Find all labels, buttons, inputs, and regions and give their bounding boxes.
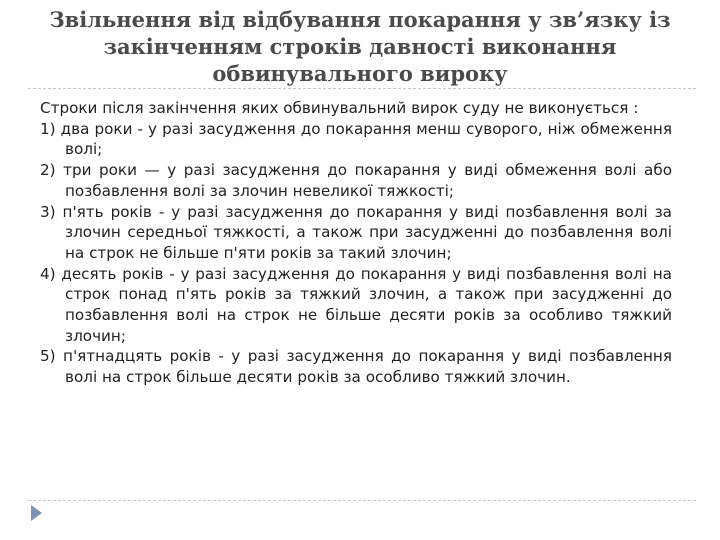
- slide-body: [40, 98, 672, 388]
- intro-paragraph: Строки після закінчення яких обвинувальний вирок суду не виконується :: [40, 99, 639, 117]
- play-arrow-icon[interactable]: [31, 505, 42, 521]
- list-item-1: 1) два роки - у разі засудження до покарання менш суворого, ніж обмеження волі;: [40, 119, 672, 159]
- footer-divider: [28, 500, 696, 501]
- list-item-5: 5) п'ятнадцять років - у разі засудження до покарання у виді позбавлення волі на строк більше десяти років за особливо тяжкий злочин.: [40, 347, 672, 387]
- list-item-4: 4) десять років - у разі засудження до покарання у виді позбавлення волі на строк понад п'ять років за тяжкий злочин, а також при засудженні до позбавлення волі на строк не більше десяти років за особливо тяжкий злочин;: [40, 264, 672, 345]
- list-item-2: 2) три роки — у разі засудження до покарання у виді обмеження волі або позбавлення волі за злочин невеликої тяжкості;: [40, 161, 672, 200]
- title-divider: [28, 88, 696, 89]
- slide-title: Звільнення від відбування покарання у зв’язку із закінченням строків давності виконання обвинувального вироку: [49, 7, 671, 86]
- list-item-3: 3) п'ять років - у разі засудження до покарання у виді позбавлення волі за злочин середньої тяжкості, а також при засудженні до позбавлення волі на строк не більше п'яти років за такий злочин;: [40, 202, 672, 262]
